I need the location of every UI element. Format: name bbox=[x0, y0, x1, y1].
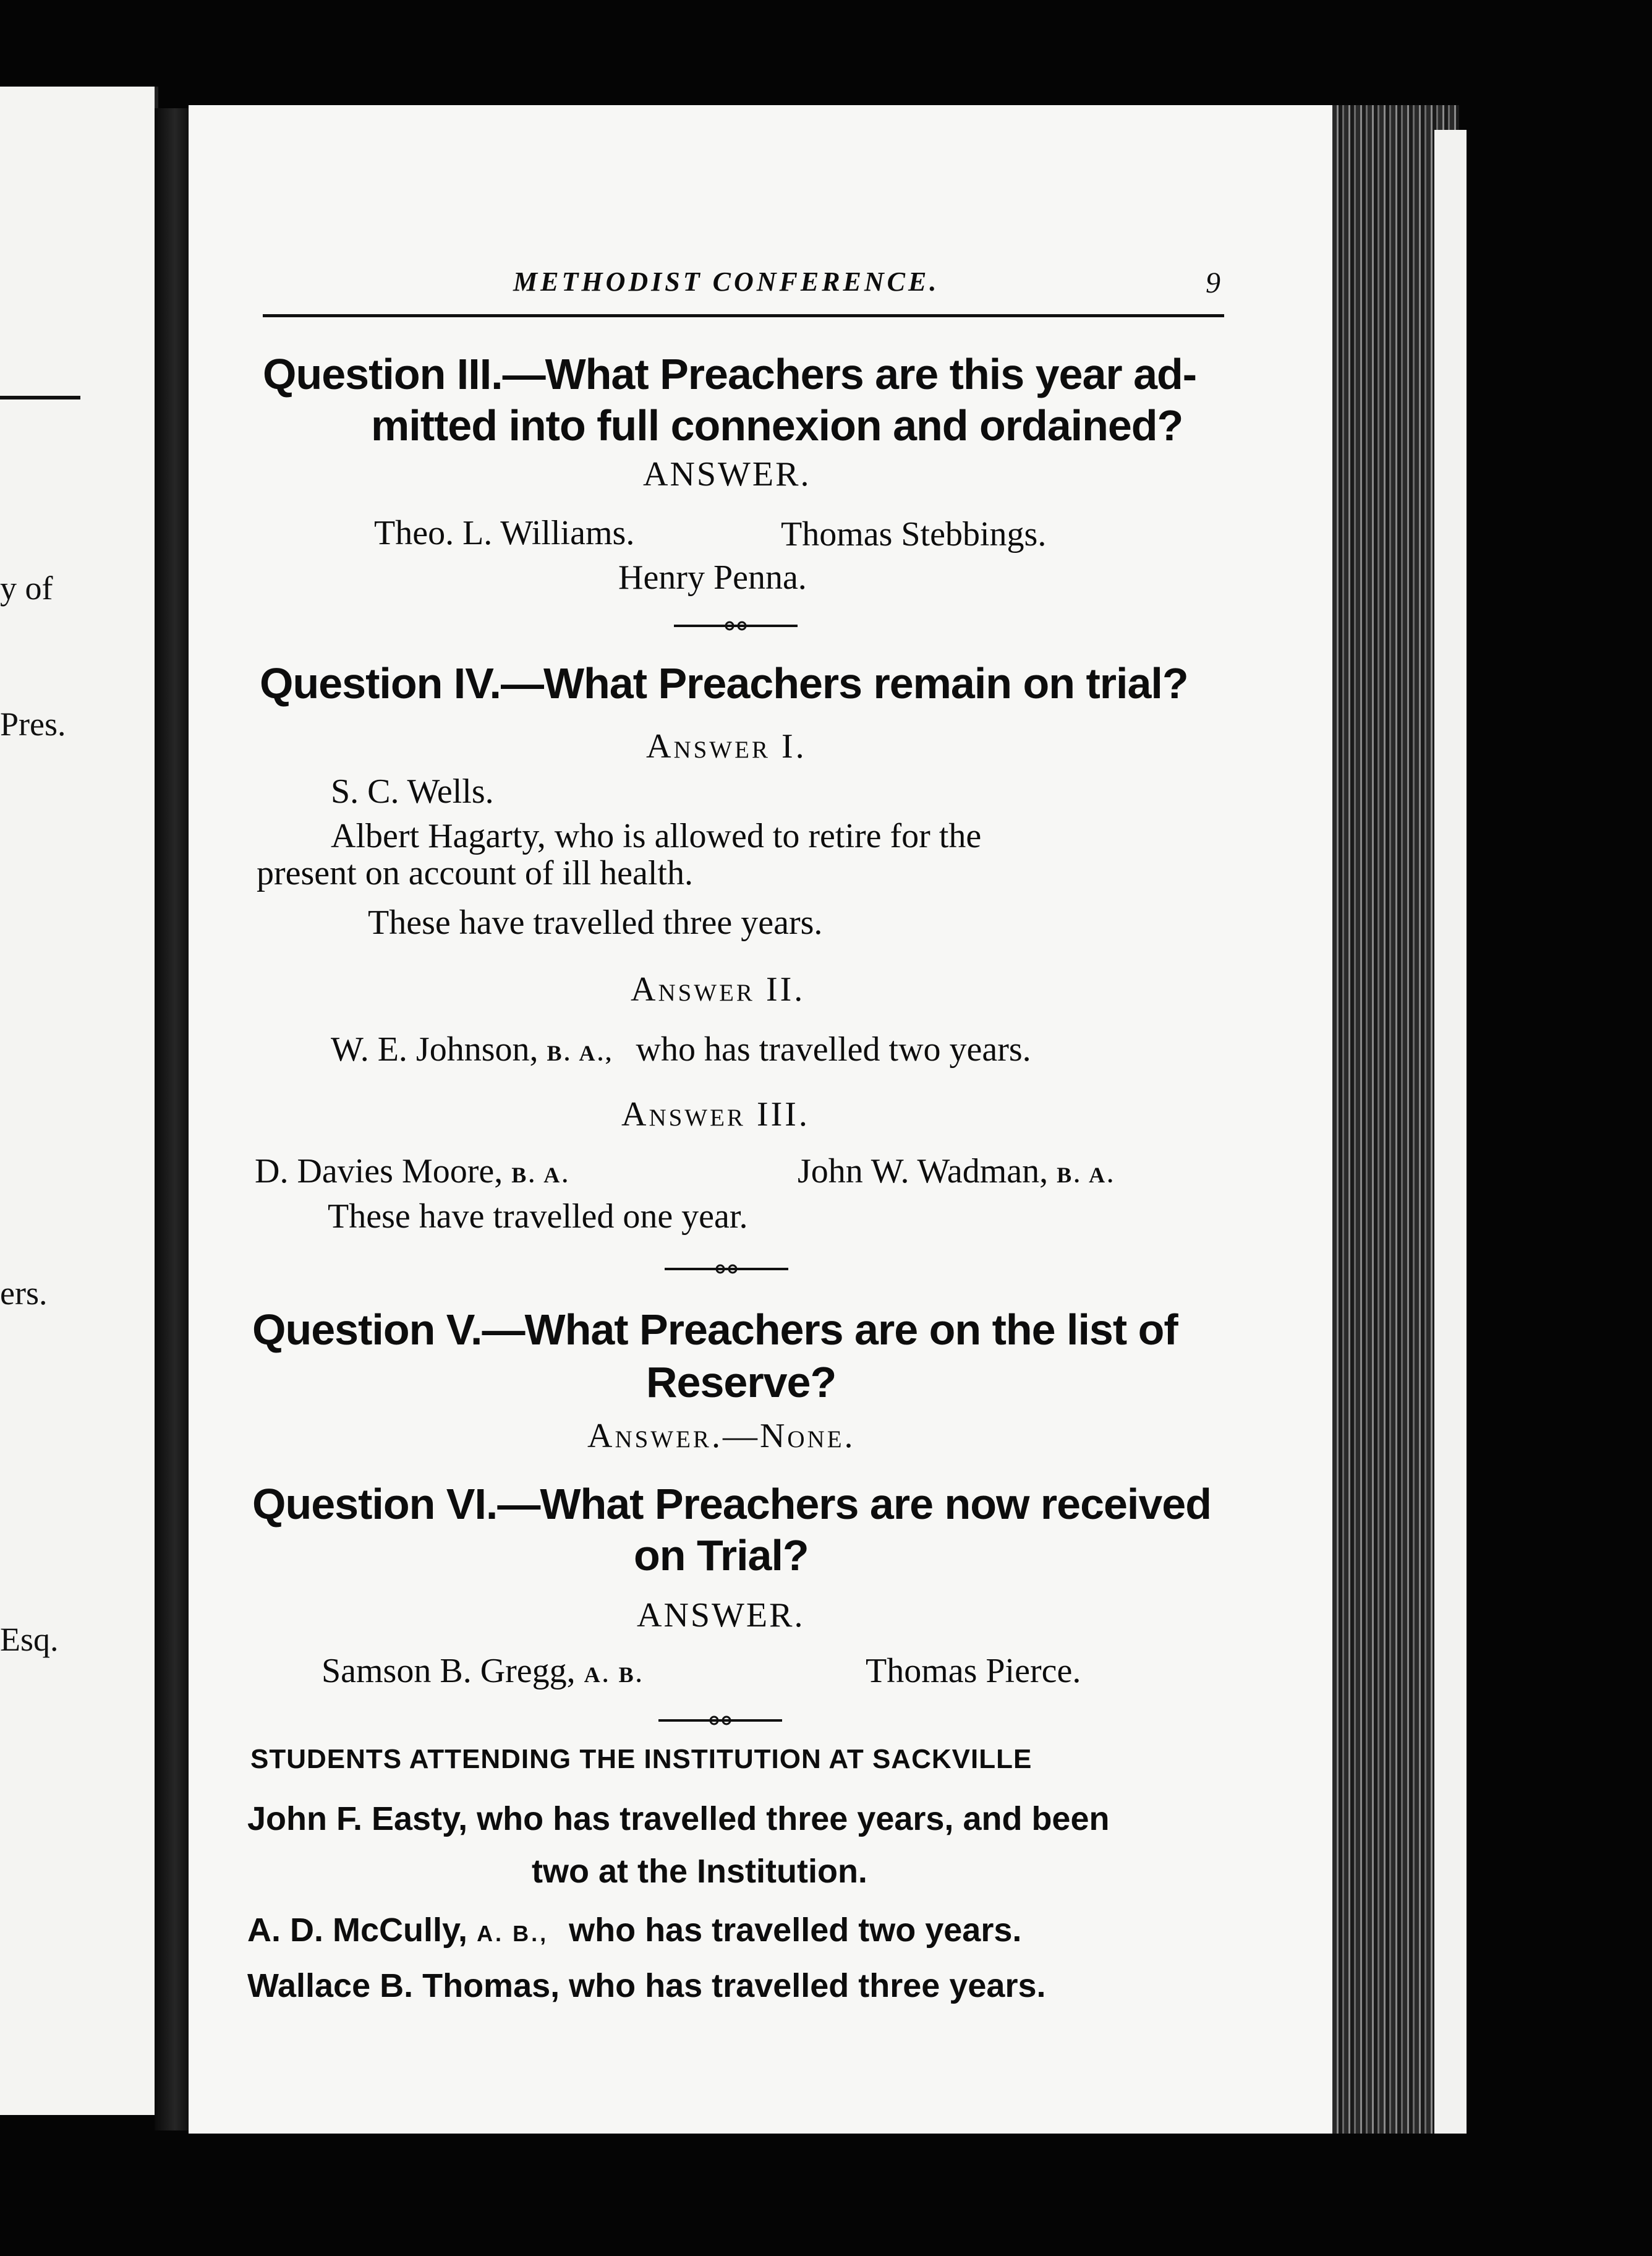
running-title: METHODIST CONFERENCE. bbox=[513, 267, 940, 297]
q5-line1: Question V.—What Preachers are on the list of bbox=[252, 1305, 1178, 1354]
q4-a3-name: D. Davies Moore, bbox=[255, 1152, 503, 1190]
ornament-divider bbox=[658, 1713, 782, 1728]
q3-line1: Question III.—What Preachers are this year ad- bbox=[263, 350, 1197, 398]
q4-a3-degree: B. A. bbox=[511, 1163, 571, 1187]
q6-entry bbox=[321, 1651, 644, 1691]
q4-answer3-label: Answer III. bbox=[621, 1095, 810, 1134]
q4-line1: Question IV.—What Preachers remain on trial? bbox=[260, 659, 1188, 707]
header-rule bbox=[263, 314, 1224, 317]
q4-a3-degree: B. A. bbox=[1057, 1163, 1116, 1187]
left-page-rule bbox=[0, 396, 80, 400]
students-name: A. D. McCully, bbox=[247, 1912, 468, 1949]
page-number: 9 bbox=[1206, 267, 1220, 299]
q4-a3-line: These have travelled one year. bbox=[328, 1197, 748, 1236]
q4-a2-degree: B. A., bbox=[547, 1041, 614, 1066]
students-line: two at the Institution. bbox=[532, 1853, 867, 1890]
q3-name: Theo. L. Williams. bbox=[374, 514, 635, 552]
left-fragment: y of bbox=[0, 570, 53, 607]
q3-answer-label: ANSWER. bbox=[643, 455, 811, 494]
students-heading: STUDENTS ATTENDING THE INSTITUTION AT SACKVILLE bbox=[250, 1744, 1032, 1774]
q4-a3-name: John W. Wadman, bbox=[798, 1152, 1049, 1190]
q4-answer1-label: Answer I. bbox=[646, 727, 807, 766]
q4-a1-line: S. C. Wells. bbox=[331, 772, 494, 811]
students-degree: A. B., bbox=[477, 1921, 549, 1946]
ornament-divider bbox=[674, 618, 798, 633]
q3-line2: mitted into full connexion and ordained? bbox=[371, 401, 1183, 450]
q5-answer: Answer.—None. bbox=[587, 1417, 856, 1455]
left-fragment: Esq. bbox=[0, 1621, 59, 1658]
q4-a3-entry bbox=[255, 1152, 570, 1191]
ornament-divider bbox=[665, 1262, 788, 1276]
left-page bbox=[0, 87, 158, 2115]
students-rest: who has travelled two years. bbox=[569, 1912, 1022, 1949]
q6-answer-label: ANSWER. bbox=[637, 1596, 805, 1634]
book-gutter bbox=[155, 108, 189, 2130]
students-line bbox=[247, 1911, 1021, 1949]
q4-a1-line: Albert Hagarty, who is allowed to retire for the bbox=[331, 817, 982, 855]
back-page-edge bbox=[1434, 130, 1467, 2134]
q3-name: Henry Penna. bbox=[618, 558, 807, 597]
q6-line2: on Trial? bbox=[634, 1531, 809, 1579]
q4-a3-entry bbox=[798, 1152, 1115, 1191]
q4-a2-name: W. E. Johnson, bbox=[331, 1030, 539, 1069]
q6-name: Samson B. Gregg, bbox=[321, 1652, 576, 1690]
q4-a2-line bbox=[331, 1030, 1031, 1069]
q3-name: Thomas Stebbings. bbox=[781, 515, 1047, 553]
students-line: Wallace B. Thomas, who has travelled three years. bbox=[247, 1967, 1046, 2004]
q6-degree: A. B. bbox=[584, 1662, 644, 1687]
q5-line2: Reserve? bbox=[646, 1358, 837, 1406]
q6-line1: Question VI.—What Preachers are now received bbox=[252, 1480, 1211, 1528]
q4-a2-rest: who has travelled two years. bbox=[636, 1030, 1031, 1069]
students-line: John F. Easty, who has travelled three years, and been bbox=[247, 1800, 1110, 1837]
left-fragment: Pres. bbox=[0, 706, 66, 743]
q4-a1-line: These have travelled three years. bbox=[368, 904, 823, 942]
q4-answer2-label: Answer II. bbox=[631, 970, 806, 1009]
q6-name: Thomas Pierce. bbox=[866, 1652, 1081, 1690]
q4-a1-line: present on account of ill health. bbox=[257, 854, 693, 892]
left-fragment: ers. bbox=[0, 1275, 48, 1312]
